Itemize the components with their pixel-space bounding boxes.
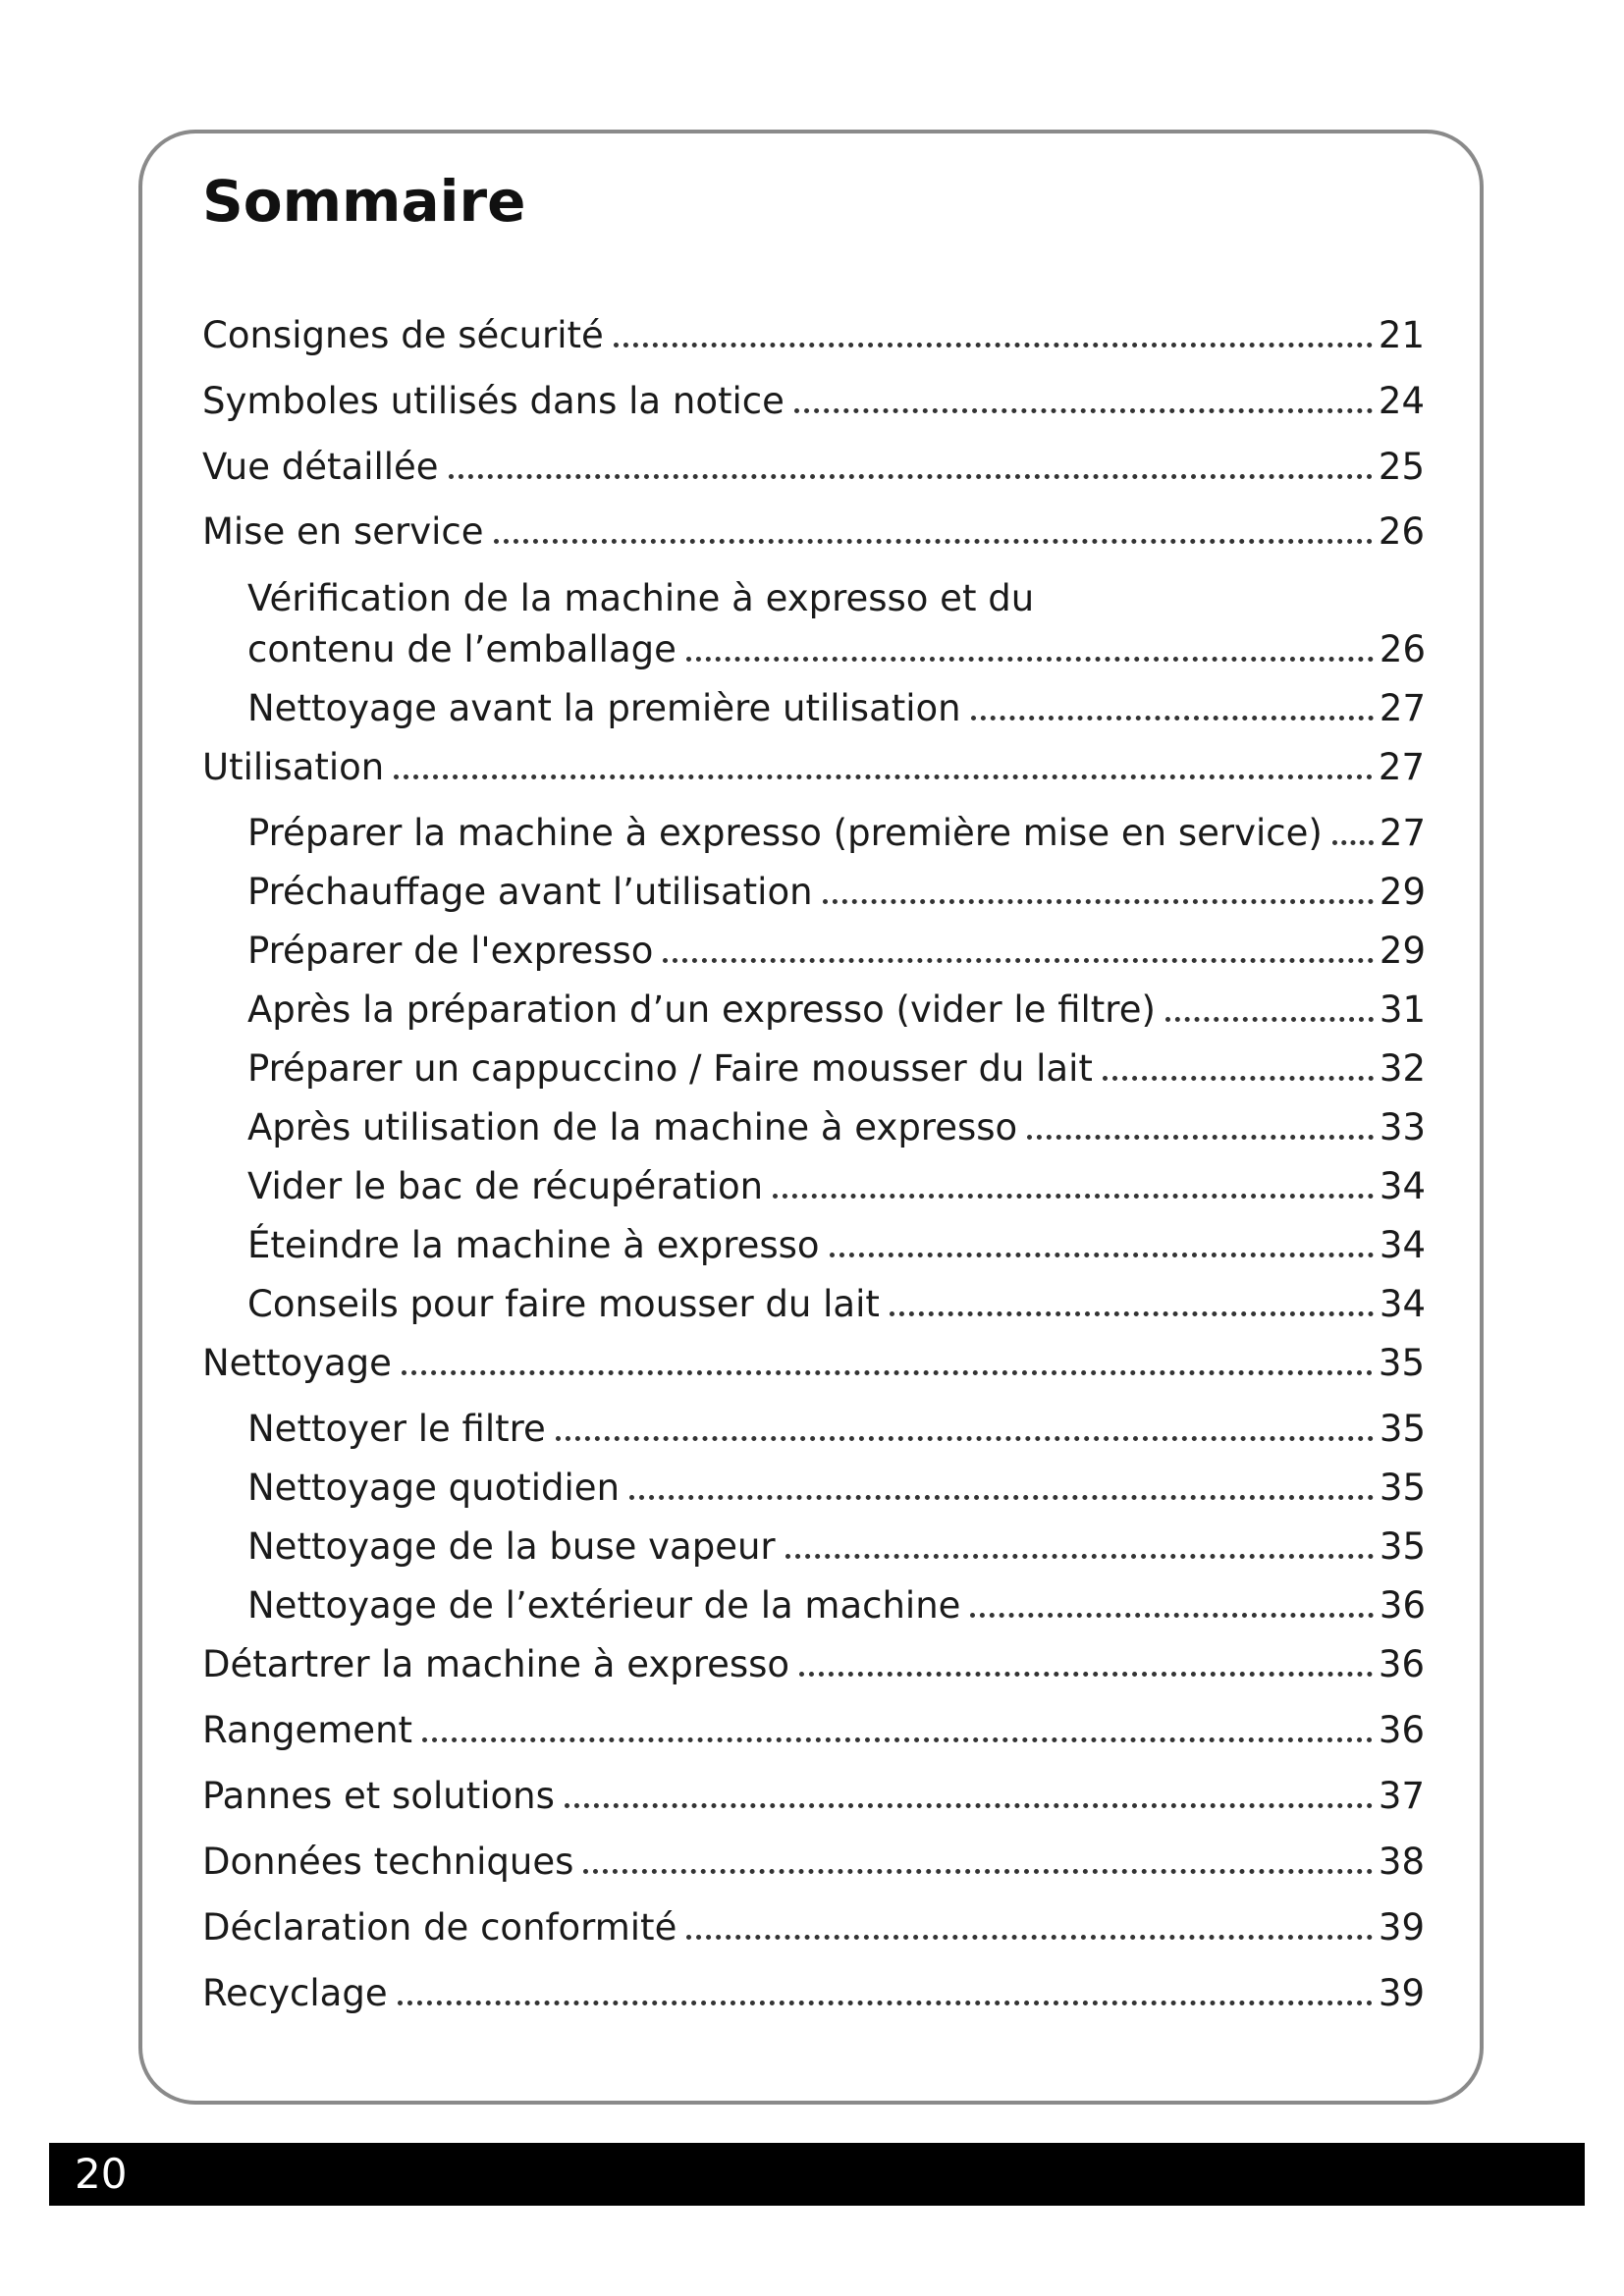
toc-entry-label: Nettoyage	[202, 1342, 392, 1384]
toc-entry-page: 33	[1379, 1106, 1426, 1148]
toc-entry-conseils[interactable]	[247, 1279, 1426, 1330]
toc-leader-dots	[1103, 1076, 1374, 1081]
page-title: Sommaire	[202, 168, 526, 235]
toc-entry-page: 26	[1379, 628, 1426, 670]
toc-entry-apres-preparation[interactable]	[247, 985, 1426, 1036]
toc-leader-dots	[398, 2001, 1373, 2005]
toc-entry-page: 35	[1379, 1408, 1426, 1450]
toc-entry-rangement[interactable]	[202, 1705, 1425, 1756]
toc-entry-page: 34	[1379, 1283, 1426, 1325]
toc-entry-pannes[interactable]	[202, 1771, 1425, 1822]
toc-entry-page: 36	[1379, 1584, 1426, 1627]
toc-entry-label: Préparer de l'expresso	[247, 930, 654, 972]
toc-entry-cappuccino[interactable]	[247, 1043, 1426, 1095]
toc-entry-label: Vue détaillée	[202, 446, 439, 488]
toc-entry-page: 37	[1378, 1775, 1425, 1817]
toc-entry-page: 36	[1378, 1643, 1425, 1685]
toc-entry-page: 24	[1378, 380, 1425, 422]
toc-leader-dots	[402, 1370, 1373, 1375]
toc-leader-dots	[1332, 840, 1374, 845]
toc-entry-label: Détartrer la machine à expresso	[202, 1643, 790, 1685]
toc-entry-utilisation[interactable]	[202, 742, 1425, 793]
toc-entry-label: Pannes et solutions	[202, 1775, 555, 1817]
toc-entry-mise-en-service[interactable]	[202, 507, 1425, 558]
toc-leader-dots	[686, 657, 1374, 662]
toc-leader-dots	[1027, 1135, 1374, 1140]
toc-entry-label: Consignes de sécurité	[202, 314, 604, 356]
toc-entry-consignes-securite[interactable]	[202, 310, 1425, 361]
toc-entry-label: Recyclage	[202, 1972, 388, 2014]
toc-entry-label: Déclaration de conformité	[202, 1906, 677, 1949]
toc-entry-page: 31	[1379, 988, 1426, 1031]
toc-entry-eteindre[interactable]	[247, 1220, 1426, 1271]
toc-entry-donnees-techniques[interactable]	[202, 1837, 1425, 1888]
footer-bar	[49, 2143, 1585, 2206]
toc-entry-verification[interactable]	[247, 624, 1426, 675]
toc-entry-page: 25	[1378, 446, 1425, 488]
toc-entry-label: Préparer un cappuccino / Faire mousser du lait	[247, 1047, 1093, 1090]
toc-entry-nettoyage-quotidien[interactable]	[247, 1463, 1426, 1514]
toc-entry-label: Vider le bac de récupération	[247, 1165, 764, 1207]
toc-entry-page: 34	[1379, 1165, 1426, 1207]
toc-entry-page: 32	[1379, 1047, 1426, 1090]
toc-entry-page: 29	[1379, 930, 1426, 972]
toc-leader-dots	[394, 774, 1373, 779]
toc-entry-label: Nettoyage quotidien	[247, 1467, 621, 1509]
toc-entry-verification-line1: Vérification de la machine à expresso et du	[247, 577, 1035, 619]
toc-entry-page: 34	[1379, 1224, 1426, 1266]
toc-entry-label: Nettoyer le filtre	[247, 1408, 546, 1450]
toc-entry-page: 35	[1379, 1525, 1426, 1568]
page-number: 20	[75, 2150, 128, 2198]
toc-entry-label: Symboles utilisés dans la notice	[202, 380, 785, 422]
toc-entry-label: Données techniques	[202, 1841, 574, 1883]
toc-leader-dots	[823, 899, 1374, 904]
toc-entry-vue-detaillee[interactable]	[202, 442, 1425, 493]
toc-entry-page: 36	[1378, 1709, 1425, 1751]
toc-entry-page: 27	[1378, 746, 1425, 788]
toc-entry-label: Après la préparation d’un expresso (vider le filtre)	[247, 988, 1156, 1031]
toc-entry-label: Utilisation	[202, 746, 385, 788]
toc-entry-label: Préchauffage avant l’utilisation	[247, 871, 813, 913]
toc-entry-preparer-expresso[interactable]	[247, 926, 1426, 977]
toc-entry-label: Éteindre la machine à expresso	[247, 1224, 820, 1266]
toc-entry-label: contenu de l’emballage	[247, 628, 677, 670]
toc-entry-page: 39	[1378, 1972, 1425, 2014]
toc-leader-dots	[830, 1253, 1374, 1257]
toc-leader-dots	[614, 343, 1373, 347]
toc-entry-page: 38	[1378, 1841, 1425, 1883]
toc-entry-prechauffage[interactable]	[247, 867, 1426, 918]
toc-entry-symboles[interactable]	[202, 376, 1425, 427]
toc-leader-dots	[971, 716, 1374, 721]
toc-leader-dots	[565, 1803, 1373, 1808]
toc-entry-preparer-machine[interactable]	[247, 808, 1426, 859]
toc-entry-label: Après utilisation de la machine à expresso	[247, 1106, 1018, 1148]
toc-entry-page: 29	[1379, 871, 1426, 913]
toc-entry-page: 35	[1378, 1342, 1425, 1384]
toc-entry-page: 39	[1378, 1906, 1425, 1949]
toc-entry-label: Nettoyage de la buse vapeur	[247, 1525, 776, 1568]
toc-leader-dots	[449, 474, 1373, 479]
toc-entry-nettoyage-avant[interactable]	[247, 683, 1426, 734]
toc-entry-page: 35	[1379, 1467, 1426, 1509]
toc-leader-dots	[890, 1311, 1374, 1316]
toc-entry-declaration[interactable]	[202, 1902, 1425, 1953]
toc-leader-dots	[556, 1436, 1374, 1441]
toc-leader-dots	[794, 408, 1373, 413]
toc-leader-dots	[583, 1869, 1373, 1874]
toc-leader-dots	[686, 1935, 1373, 1940]
toc-entry-label: Préparer la machine à expresso (première mise en service)	[247, 812, 1323, 854]
toc-entry-label: Conseils pour faire mousser du lait	[247, 1283, 880, 1325]
toc-entry-page: 21	[1378, 314, 1425, 356]
toc-entry-label: Rangement	[202, 1709, 413, 1751]
toc-leader-dots	[1165, 1017, 1374, 1022]
toc-leader-dots	[494, 539, 1373, 544]
toc-leader-dots	[663, 958, 1373, 963]
toc-leader-dots	[773, 1194, 1374, 1199]
toc-entry-label: Nettoyage de l’extérieur de la machine	[247, 1584, 961, 1627]
toc-entry-vider-bac[interactable]	[247, 1161, 1426, 1212]
toc-leader-dots	[970, 1613, 1373, 1618]
toc-entry-page: 27	[1379, 687, 1426, 729]
toc-entry-page: 27	[1379, 812, 1426, 854]
toc-entry-nettoyage[interactable]	[202, 1338, 1425, 1389]
toc-leader-dots	[785, 1554, 1374, 1559]
toc-leader-dots	[629, 1495, 1374, 1500]
toc-entry-label: Nettoyage avant la première utilisation	[247, 687, 961, 729]
toc-leader-dots	[799, 1672, 1373, 1677]
toc-leader-dots	[422, 1737, 1373, 1742]
toc-entry-label: Mise en service	[202, 510, 484, 553]
toc-entry-nettoyer-filtre[interactable]	[247, 1404, 1426, 1455]
toc-entry-recyclage[interactable]	[202, 1968, 1425, 2019]
toc-entry-apres-utilisation[interactable]	[247, 1102, 1426, 1153]
toc-entry-detartrer[interactable]	[202, 1639, 1425, 1690]
toc-entry-page: 26	[1378, 510, 1425, 553]
toc-entry-nettoyage-buse[interactable]	[247, 1522, 1426, 1573]
toc-entry-nettoyage-exterieur[interactable]	[247, 1580, 1426, 1631]
